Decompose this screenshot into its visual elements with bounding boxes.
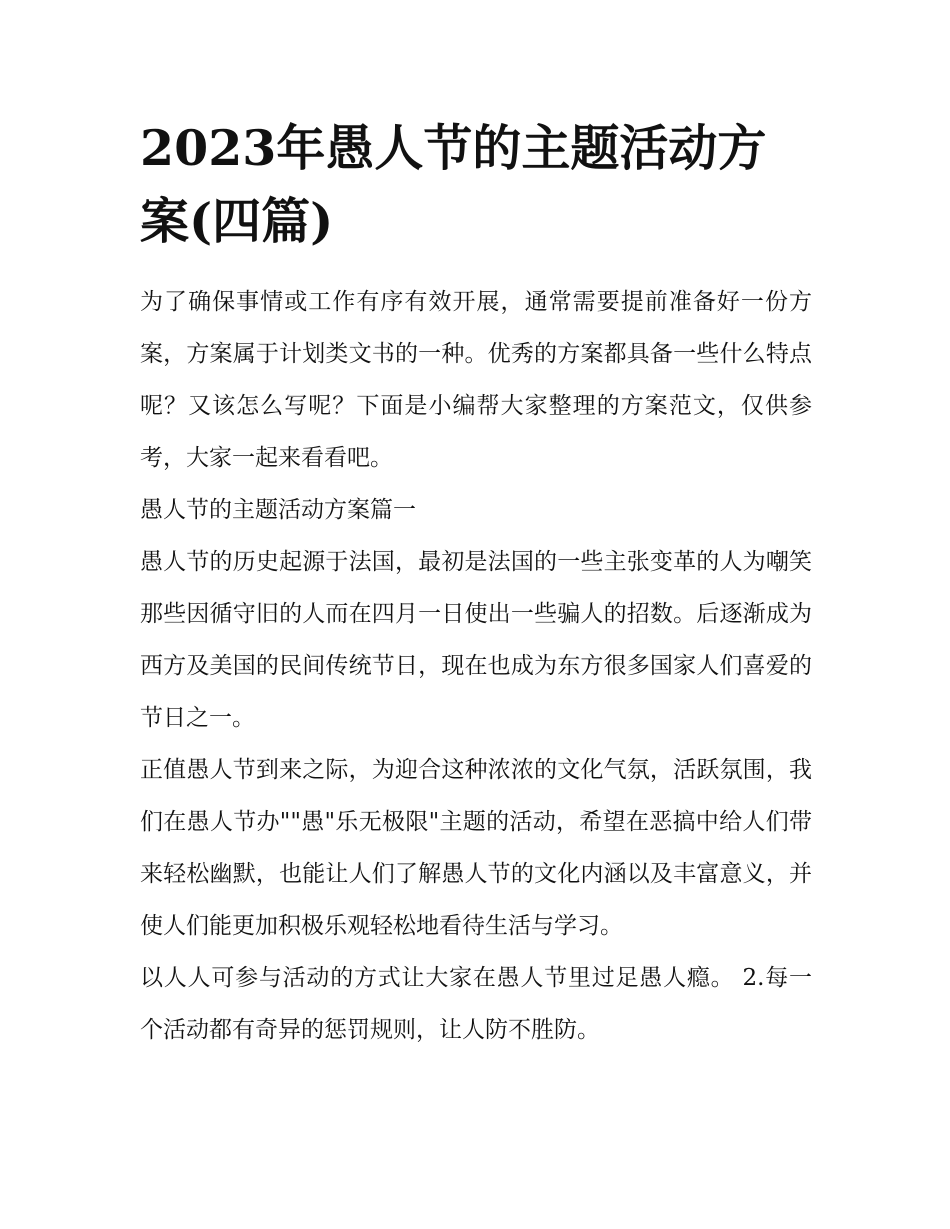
document-title: 2023年愚人节的主题活动方案(四篇) [140,119,767,250]
section-heading: 愚人节的主题活动方案篇一 [140,497,416,523]
method-paragraph: 以人人可参与活动的方式让大家在愚人节里过足愚人瘾。 2.每一个活动都有奇异的惩罚规则，让人防不胜防。 [140,965,812,1043]
purpose-paragraph: 正值愚人节到来之际，为迎合这种浓浓的文化气氛，活跃氛围，我们在愚人节办""愚"乐无极限"主题的活动，希望在恶搞中给人们带来轻松幽默，也能让人们了解愚人节的文化内涵以及丰富意义，并使人们能更加积极乐观轻松地看待生活与学习。 [140,757,812,939]
history-paragraph: 愚人节的历史起源于法国，最初是法国的一些主张变革的人为嘲笑那些因循守旧的人而在四月一日使出一些骗人的招数。后逐渐成为西方及美国的民间传统节日，现在也成为东方很多国家人们喜爱的节日之一。 [140,549,812,731]
intro-paragraph: 为了确保事情或工作有序有效开展，通常需要提前准备好一份方案，方案属于计划类文书的一种。优秀的方案都具备一些什么特点呢？又该怎么写呢？下面是小编帮大家整理的方案范文，仅供参考，大家一起来看看吧。 [140,289,812,471]
document-page [140,112,812,1056]
